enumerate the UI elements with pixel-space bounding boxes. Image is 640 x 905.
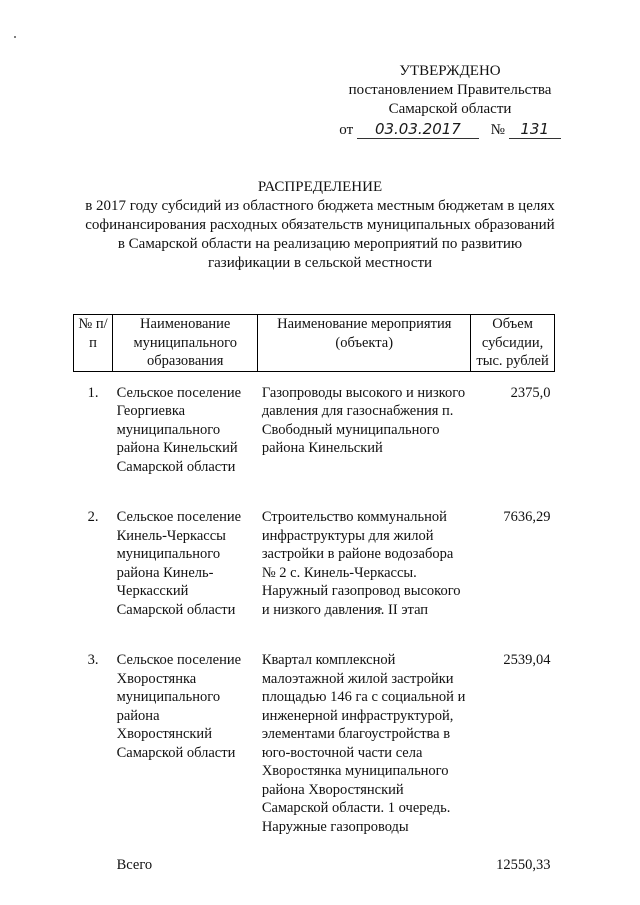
title-line: в 2017 году субсидий из областного бюджета местным бюджетам в целях [85, 198, 555, 214]
row-municipality: Сельское поселение Хворостянка муниципального района Хворостянский Самарской области [116, 652, 242, 761]
header-municipality: Наименование муниципального образования [113, 315, 258, 372]
row-activity: Квартал комплексной малоэтажной жилой застройки площадью 146 га с социальной и инженерной инфраструктурой, элементами благоустройства в юго-восточной части села Хворостянка муниципального района Хворостянский Самарской области. 1 очередь. Наружные газопроводы [261, 652, 466, 835]
header-activity: Наименование мероприятия (объекта) [258, 315, 471, 372]
header-amount: Объем субсидии, тыс. рублей [471, 315, 555, 372]
row-municipality: Сельское поселение Георгиевка муниципального района Кинельский Самарской области [116, 384, 242, 475]
row-number: 1. [87, 384, 99, 401]
title-line: софинансирования расходных обязательств муниципальных образований [85, 217, 555, 233]
handwritten-date: 03.03.2017 [374, 120, 461, 138]
approval-line-region: Самарской области [388, 101, 512, 117]
total-label: Всего [116, 857, 153, 873]
row-number: 3. [87, 652, 99, 668]
handwritten-number: 131 [520, 120, 550, 138]
approval-block [330, 62, 570, 140]
total-empty-cell [74, 856, 113, 875]
row-activity: Строительство коммунальной инфраструктуры для жилой застройки в районе водозабора № 2 с. Кинель-Черкассы. Наружный газопровод высокого и низкого давления. II этап [261, 509, 461, 618]
scan-speck [14, 36, 16, 38]
number-prefix: № [490, 122, 505, 138]
title-line: в Самарской области на реализацию мероприятий по развитию [117, 236, 523, 252]
number-field [509, 121, 561, 139]
table-row [74, 639, 555, 856]
date-prefix: от [339, 122, 354, 138]
approval-date-number-line [330, 121, 570, 140]
row-municipality: Сельское поселение Кинель-Черкассы муниципального района Кинель-Черкасский Самарской области [116, 509, 242, 618]
document-title [60, 178, 580, 273]
approval-line-government: постановлением Правительства [348, 82, 552, 98]
row-amount: 2539,04 [503, 652, 551, 668]
total-empty-cell [258, 856, 471, 875]
table-row [74, 371, 555, 496]
row-activity: Газопроводы высокого и низкого давления для газоснабжения п. Свободный муниципального района Кинельский [261, 384, 466, 456]
row-amount: 2375,0 [510, 384, 551, 401]
date-field [357, 121, 479, 139]
table-header-row [74, 315, 555, 372]
header-number: № п/п [74, 315, 113, 372]
table-row [74, 496, 555, 639]
title-line: газификации в сельской местности [207, 255, 433, 271]
table-total-row [74, 856, 555, 875]
row-amount: 7636,29 [503, 509, 551, 525]
title-heading: РАСПРЕДЕЛЕНИЕ [257, 179, 383, 195]
approval-heading: УТВЕРЖДЕНО [399, 63, 501, 79]
subsidy-distribution-table [73, 314, 555, 875]
row-number: 2. [87, 509, 99, 525]
total-amount: 12550,33 [496, 857, 551, 873]
